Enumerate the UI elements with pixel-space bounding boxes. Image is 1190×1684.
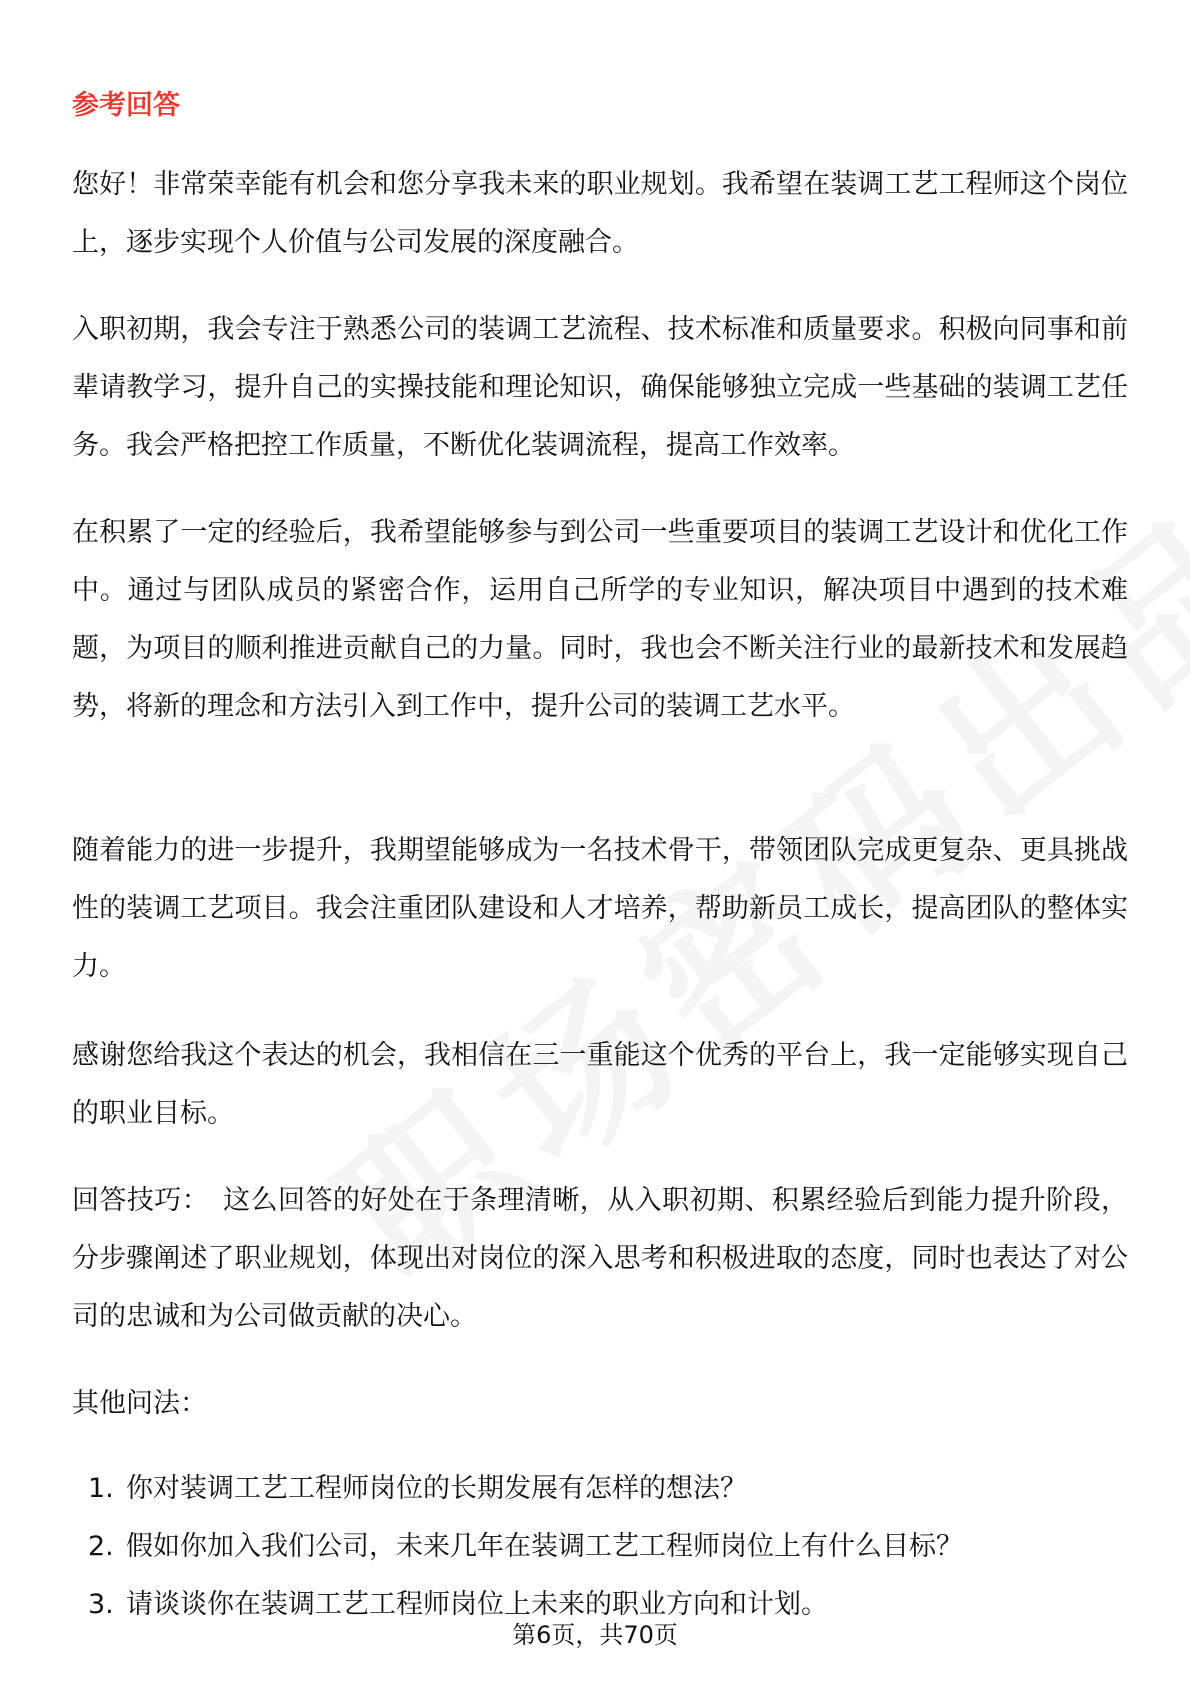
list-item-number: 2.	[88, 1531, 114, 1562]
page-number-footer: 第6页，共70页	[512, 1621, 678, 1649]
paragraph-mid-stage: 在积累了一定的经验后，我希望能够参与到公司一些重要项目的装调工艺设计和优化工作中。通过与团队成员的紧密合作，运用自己所学的专业知识，解决项目中遇到的技术难题，为项目的顺利推进贡献自己的力量。同时，我也会不断关注行业的最新技术和发展趋势，将新的理念和方法引入到工作中，提升公司的装调工艺水平。	[72, 517, 1128, 722]
paragraph-intro: 您好！非常荣幸能有机会和您分享我未来的职业规划。我希望在装调工艺工程师这个岗位上，逐步实现个人价值与公司发展的深度融合。	[72, 169, 1128, 258]
answer-tips-label: 回答技巧：	[72, 1185, 210, 1216]
answer-tips-text: 这么回答的好处在于条理清晰，从入职初期、积累经验后到能力提升阶段，分步骤阐述了职业规划，体现出对岗位的深入思考和积极进取的态度，同时也表达了对公司的忠诚和为公司做贡献的决心。	[72, 1185, 1129, 1332]
list-item-text: 假如你加入我们公司，未来几年在装调工艺工程师岗位上有什么目标？	[126, 1531, 963, 1562]
other-questions-list	[88, 1460, 1128, 1634]
list-item-number: 1.	[88, 1473, 114, 1504]
list-item-text: 你对装调工艺工程师岗位的长期发展有怎样的想法？	[126, 1473, 747, 1504]
list-item-text: 请谈谈你在装调工艺工程师岗位上未来的职业方向和计划。	[126, 1589, 828, 1620]
list-item-number: 3.	[88, 1589, 114, 1620]
section-title: 参考回答	[72, 90, 180, 121]
list-item	[88, 1460, 1128, 1518]
paragraph-closing: 感谢您给我这个表达的机会，我相信在三一重能这个优秀的平台上，我一定能够实现自己的职业目标。	[72, 1040, 1128, 1129]
answer-tips	[72, 1172, 1128, 1346]
document-page	[72, 0, 1128, 1684]
paragraph-advanced-stage: 随着能力的进一步提升，我期望能够成为一名技术骨干，带领团队完成更复杂、更具挑战性的装调工艺项目。我会注重团队建设和人才培养，帮助新员工成长，提高团队的整体实力。	[72, 835, 1128, 982]
list-item	[88, 1518, 1128, 1576]
paragraph-early-stage: 入职初期，我会专注于熟悉公司的装调工艺流程、技术标准和质量要求。积极向同事和前辈请教学习，提升自己的实操技能和理论知识，确保能够独立完成一些基础的装调工艺任务。我会严格把控工作质量，不断优化装调流程，提高工作效率。	[72, 314, 1128, 461]
other-questions-label: 其他问法：	[72, 1388, 207, 1419]
